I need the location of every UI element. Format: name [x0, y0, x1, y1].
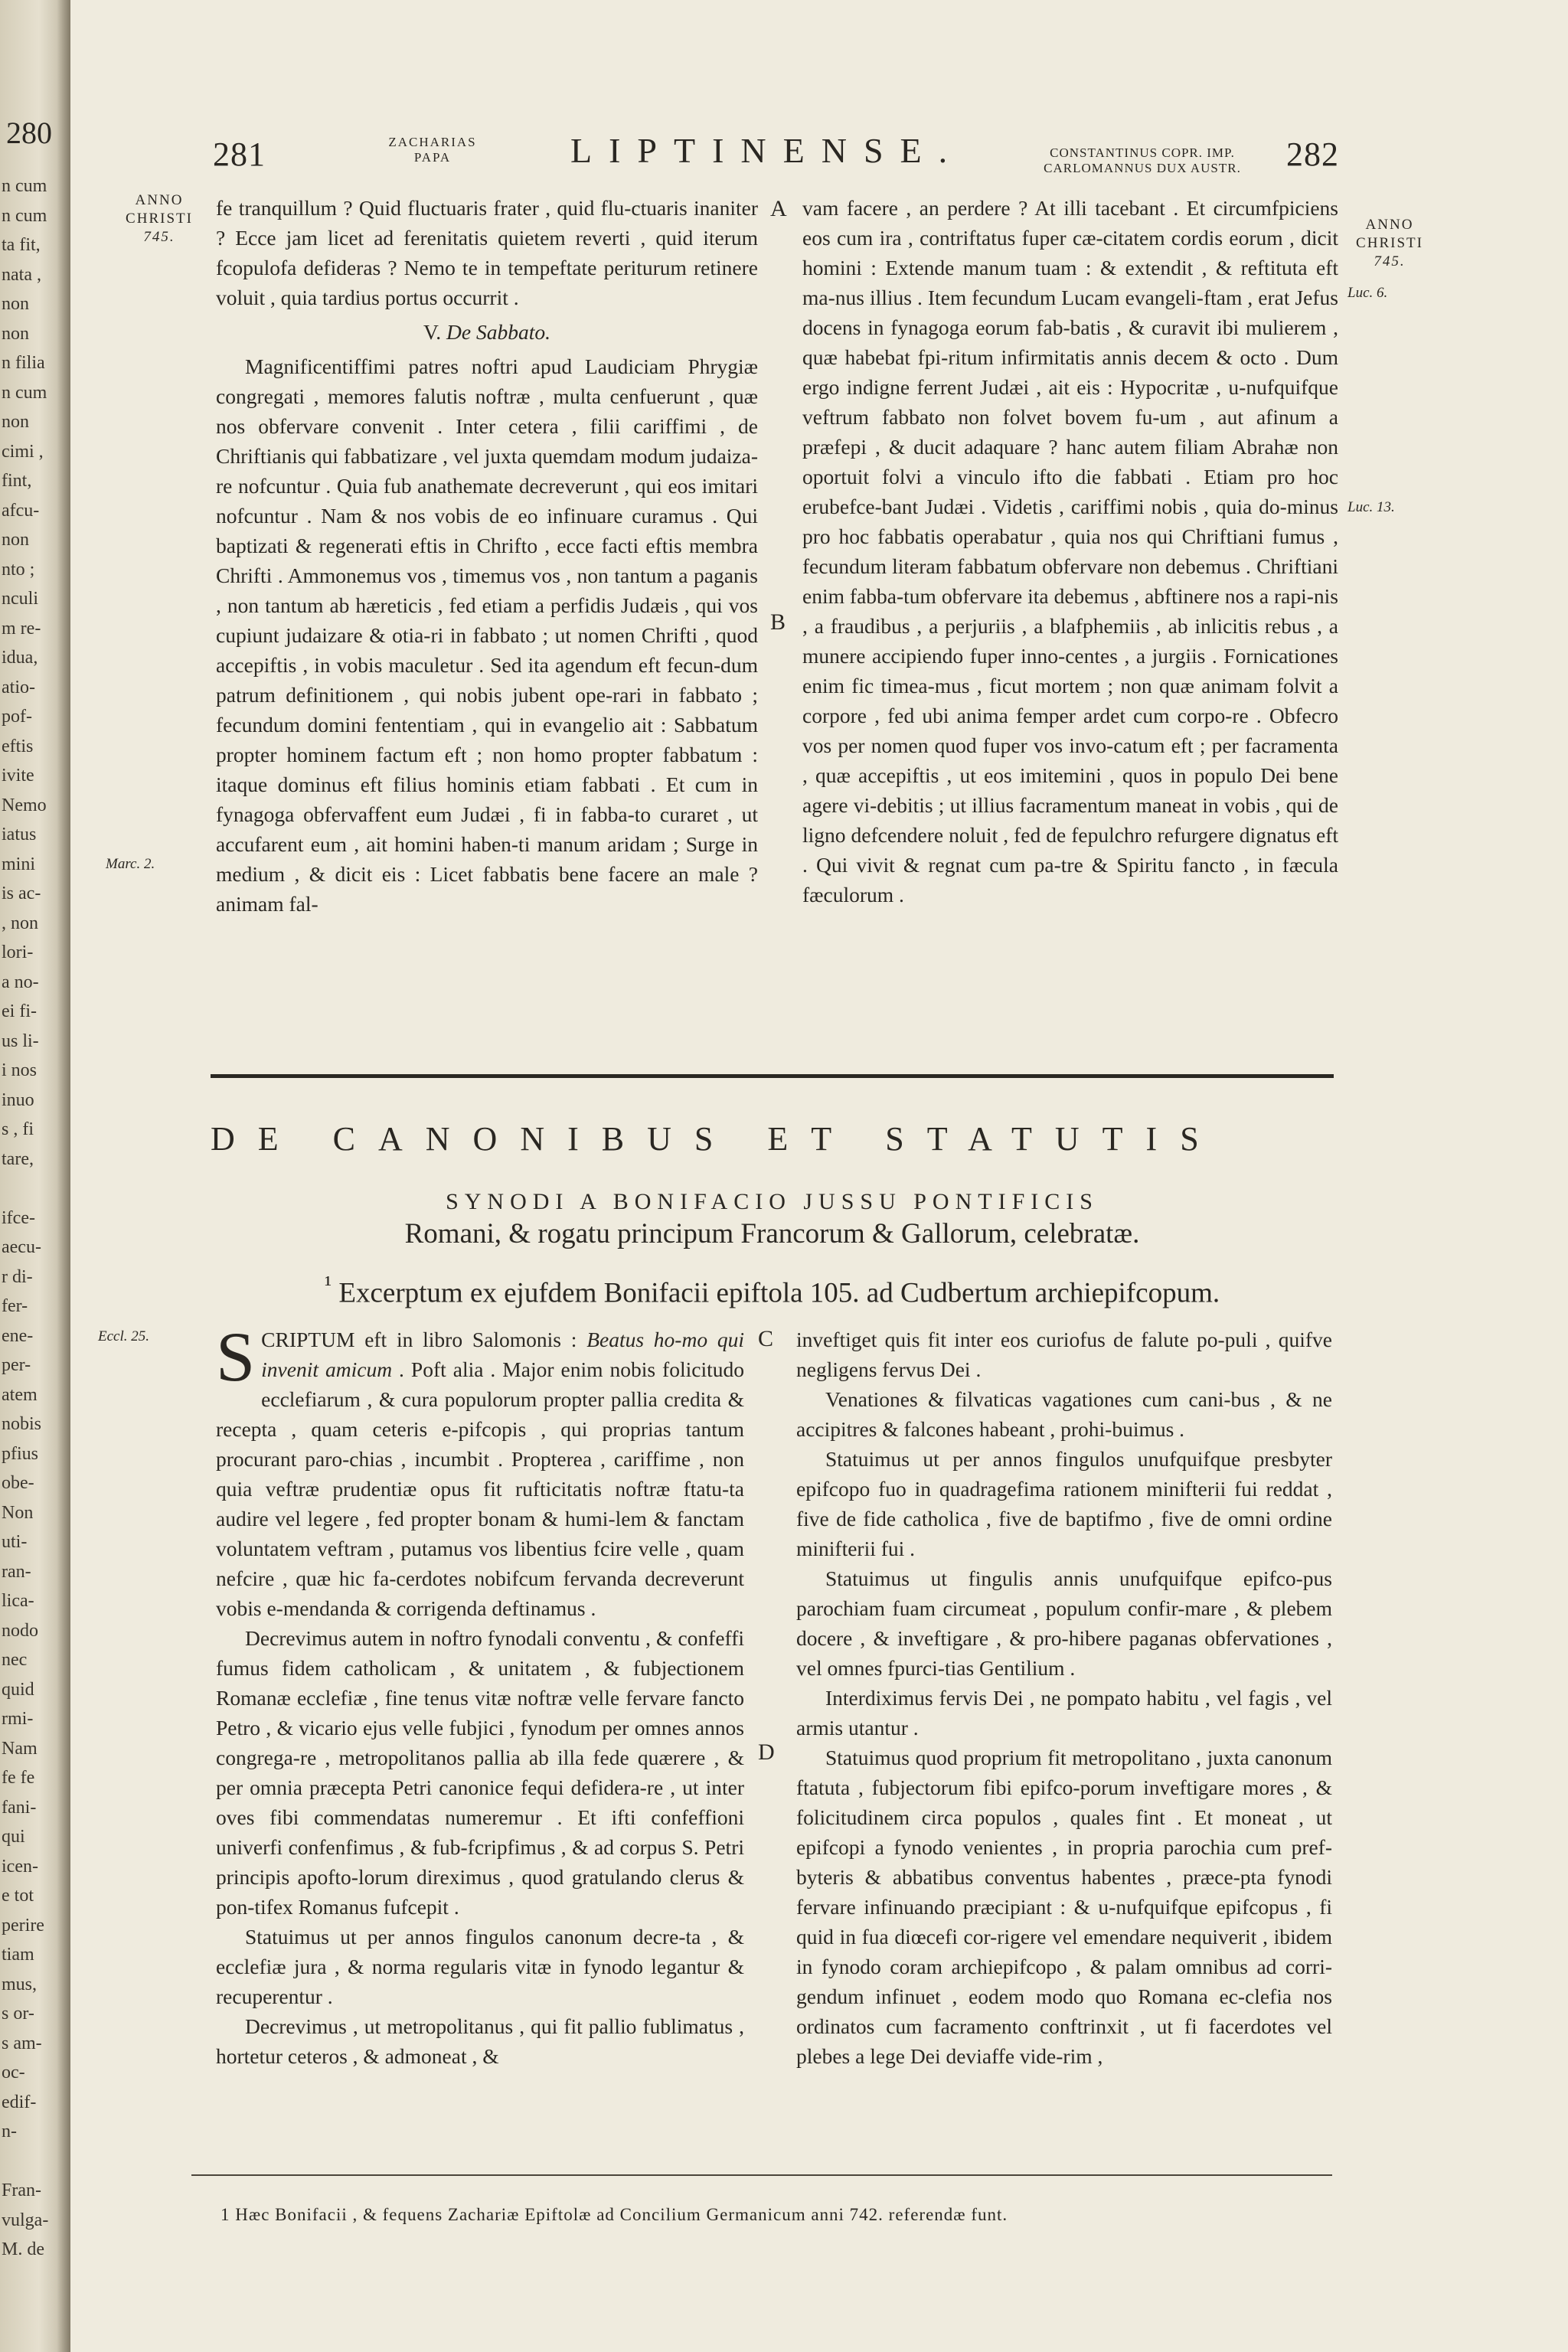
adjacent-page-line: non: [2, 412, 29, 432]
adjacent-page-line: non: [2, 530, 29, 550]
adjacent-page-line: obe-: [2, 1473, 34, 1493]
adjacent-page-line: idua,: [2, 648, 38, 668]
adjacent-page-line: icen-: [2, 1856, 38, 1877]
header-pope-name: ZACHARIAS PAPA: [388, 135, 477, 165]
adjacent-page-line: inuo: [2, 1089, 34, 1110]
adjacent-page-line: m re-: [2, 618, 41, 639]
paragraph: SCRIPTUM eft in libro Salomonis : Beatus ho-mo qui invenit amicum . Poft alia . Major enim nobis folicitudo ecclefiarum , & cura populorum propter pallia credita & recepta , quam ceteris e-pifcopis , qui proprias tantum procurant paro-chias , incumbit . Propterea , cariffime , non quia veftræ prudentiæ opus fit rufticitatis noftræ ftatu-ta audire vel legere , fed propter bonam & humi-lem & fanctam voluntatem veftram , putamus vos libentius fcire velle , quam nefcire , quæ hic fa-cerdotes nobifcum fervanda decreverunt vobis e-mendanda & corrigenda deftinamus .: [216, 1318, 744, 1620]
adjacent-page-line: tare,: [2, 1148, 34, 1169]
adjacent-page-line: qui: [2, 1827, 25, 1847]
adjacent-page-line: n-: [2, 2122, 17, 2141]
adjacent-page-line: fer-: [2, 1296, 28, 1316]
adjacent-page-line: ei fi-: [2, 1001, 37, 1021]
left-page-number: 281: [213, 136, 266, 173]
adjacent-page-line: n cum: [2, 382, 47, 403]
adjacent-page-line: edif-: [2, 2092, 37, 2112]
drop-cap: S: [216, 1318, 256, 1396]
adjacent-page-line: nobis: [2, 1414, 42, 1434]
bottom-left-column: [216, 1318, 744, 2071]
paragraph: Statuimus ut per annos fingulos unufquifque presbyter epifcopo fuo in quadragefima rationem minifterii fui reddat , five de fide catholica , five de baptifmo , five de omni ordine minifterii fui .: [796, 1447, 1332, 1560]
paragraph: Decrevimus autem in noftro fynodali conventu , & confeffi fumus fidem catholicam , & unitatem , & fubjectionem Romanæ ecclefiæ , fine tenus vitæ noftræ velle fervare fancto Petro , & vicario ejus velle fubjici , fynodum per omnes annos congrega-re , metropolitanos pallia ab illa fede quærere , & per omnia præcepta Petri canonice fequi defidera-re , ut inter oves fibi commendatas numeremur . Et ifti confeffioni univerfi confenfimus , & fub-fcripfimus , & ad corpus S. Petri principis apofto-lorum direximus , quod gratulando clerus & pon-tifex Romanus fufcepit .: [216, 1626, 744, 1919]
adjacent-page-line: a no-: [2, 972, 39, 992]
adjacent-page-line: afcu-: [2, 500, 40, 521]
section-letter-c: C: [758, 1326, 774, 1351]
adjacent-page-line: Nemo: [2, 795, 47, 815]
section-heading: V. De Sabbato.: [423, 320, 551, 344]
adjacent-page-line: is ac-: [2, 884, 41, 903]
section-subtitle-1: SYNODI A BONIFACIO JUSSU PONTIFICIS: [446, 1189, 1099, 1214]
margin-note-eccl25: Eccl. 25.: [98, 1328, 150, 1344]
adjacent-page-number: 280: [6, 116, 52, 150]
adjacent-page-gutter: [0, 0, 70, 2352]
running-title: LIPTINENSE.: [570, 131, 965, 170]
adjacent-page-line: n cum: [2, 176, 47, 196]
paragraph: Venationes & filvaticas vagationes cum cani-bus , & ne accipitres & falcones habeant , prohi-buimus .: [796, 1387, 1332, 1441]
paragraph: Statuimus quod proprium fit metropolitano , juxta canonum ftatuta , fubjectorum fibi epifco-porum inveftigare mores , & folicitudinem circa populos , quales fint . Et moneat , ut epifcopi a fynodo venientes , in propria parochia cum pref-byteris & abbatibus conventus habentes , præce-pta fynodi fervare infinuando præcipiant : & u-nufquifque epifcopus , fi quid in fua diœcefi cor-rigere vel emendare nequiverit , ibidem in fynodo coram archiepifcopo , & palam omnibus ad corri-gendum infinuet , eodem modo quo Romana ec-clefia nos ordinatos cum facramento conftrinxit , ut fi facerdotes vel plebes a lege Dei deviaffe vide-rim ,: [796, 1746, 1332, 2068]
adjacent-page-line: non: [2, 294, 29, 314]
adjacent-page-line: ta fit,: [2, 235, 41, 255]
section-rule: [211, 1074, 1334, 1078]
paragraph: inveftiget quis fit inter eos curiofus de falute po-puli , quifve negligens fervus Dei .: [796, 1328, 1332, 1381]
adjacent-page-line: s am-: [2, 2033, 42, 2053]
adjacent-page-line: oc-: [2, 2063, 25, 2082]
adjacent-page-line: atem: [2, 1384, 38, 1405]
margin-note-marc2: Marc. 2.: [106, 856, 155, 872]
bottom-right-column: [796, 1325, 1332, 2071]
margin-year-left: ANNO CHRISTI 745.: [126, 192, 193, 245]
adjacent-page-line: nto ;: [2, 559, 35, 580]
paragraph: Statuimus ut per annos fingulos canonum decre-ta , & ecclefiæ jura , & norma regularis vitæ in fynodo legantur & recuperentur .: [216, 1925, 744, 2008]
right-page-number: 282: [1286, 136, 1339, 173]
footnote-rule: [191, 2174, 1332, 2176]
adjacent-page-line: nata ,: [2, 264, 41, 285]
footnote: 1 Hæc Bonifacii , & fequens Zachariæ Epiftolæ ad Concilium Germanicum anni 742. referendæ funt.: [220, 2205, 1008, 2224]
top-right-column: [802, 193, 1338, 910]
adjacent-page-line: vulga-: [2, 2210, 49, 2230]
adjacent-page-line: aecu-: [2, 1237, 41, 1257]
adjacent-page-line: mus,: [2, 1974, 38, 1994]
adjacent-page-line: ran-: [2, 1561, 31, 1582]
section-title: DE CANONIBUS ET STATUTIS: [211, 1120, 1222, 1158]
adjacent-page-line: e tot: [2, 1886, 34, 1906]
paragraph: vam facere , an perdere ? At illi tacebant . Et circumfpiciens eos cum ira , contriftatus fuper cæ-citatem cordis eorum , dicit homini : Extende manum tuam : & extendit , & reftituta eft ma-nus illius . Item fecundum Lucam evangeli-ftam , erat Jefus docens in fynagoga eorum fab-batis , & curavit ibi mulierem , quæ habebat fpi-ritum infirmitatis annis decem & octo . Dum ergo indigne ferrent Judæi , ait eis : Hypocritæ , u-nufquifque veftrum fabbato non folvet bovem fu-um , aut afinum a præfepi , & ducit adaquare ? hanc autem filiam Abrahæ non oportuit folvi a vinculo ifto die fabbati . Etiam pro hoc erubefce-bant Judæi . Videtis , cariffimi nobis , quia do-minus pro hoc fabbatis operabatur , quia nos qui Chriftiani fumus , fecundum literam fabbatum obfervare non debemus . Chriftiani enim fabba-tum obfervare ita debemus , abftinere nos a rapi-nis , a fraudibus , a perjuriis , a blafphemiis , ab inlicitis rebus , a munere accipiendo fuper inno-centes , a jurgiis . Fornicationes enim fic timea-mus , ficut mortem ; non quæ animam folvit a corpore , fed ubi anima femper ardet cum corpo-re . Obfecro vos per nomen quod fuper vos invo-catum eft ; per facramenta , quæ accepiftis , ut eos imitemini , quos in populo Dei bene agere vi-debitis ; ut illius facramentum maneat in vobis , qui de ligno defcendere noluit , fed de fepulchro refurgere dignatus eft . Qui vivit & regnat cum pa-tre & Spiritu fancto , in fæcula fæculorum .: [802, 196, 1338, 906]
section-letter-b: B: [770, 609, 786, 635]
paragraph: fe tranquillum ? Quid fluctuaris frater , quid flu-ctuaris inaniter ? Ecce jam licet ad ferenitatis quietem reverti , quid iterum fcopulofa defideras ? Nemo te in tempeftate periturum retinere voluit , quia tardius portus occurrit .: [216, 196, 758, 309]
section-letter-d: D: [758, 1740, 775, 1765]
section-subtitle-2: Romani, & rogatu principum Francorum & Gallorum, celebratæ.: [404, 1218, 1140, 1250]
adjacent-page-line: n filia: [2, 353, 45, 373]
section-subtitle-3: $^{^1}$ Excerptum ex ejufdem Bonifacii epiftola 105. ad Cudbertum archiepifcopum.: [324, 1271, 1220, 1309]
paragraph: Decrevimus , ut metropolitanus , qui fit pallio fublimatus , hortetur ceteros , & admoneat , &: [216, 2014, 744, 2068]
header-rulers: CONSTANTINUS COPR. IMP. CARLOMANNUS DUX AUSTR.: [1044, 145, 1241, 175]
adjacent-page-line: lica-: [2, 1591, 34, 1611]
footnote-marker: ¹: [324, 1271, 332, 1297]
adjacent-page-line: Non: [2, 1502, 34, 1523]
adjacent-page-line: s or-: [2, 2004, 34, 2024]
adjacent-page-line: s , fi: [2, 1119, 34, 1139]
margin-note-luc6: Luc. 6.: [1348, 285, 1388, 301]
adjacent-page-line: fani-: [2, 1797, 37, 1818]
paragraph: Interdiximus fervis Dei , ne pompato habitu , vel fagis , vel armis utantur .: [796, 1686, 1332, 1740]
adjacent-page-line: rmi-: [2, 1709, 34, 1729]
section-letter-a: A: [770, 196, 787, 221]
adjacent-page-line: atio-: [2, 677, 35, 697]
adjacent-page-line: , non: [2, 913, 38, 933]
adjacent-page-line: i nos: [2, 1060, 38, 1080]
adjacent-page-line: ivite: [2, 766, 34, 786]
adjacent-page-line: pof-: [2, 707, 32, 727]
adjacent-page-line: lori-: [2, 942, 34, 962]
adjacent-page-line: non: [2, 323, 29, 344]
adjacent-page-line: cimi ,: [2, 441, 44, 462]
adjacent-page-line: nec: [2, 1650, 28, 1670]
paragraph: Statuimus ut fingulis annis unufquifque epifco-pus parochiam fuam circumeat , populum confir-mare , & plebem docere , & inveftigare , & pro-hibere paganas obfervationes , vel omnes fpurci-tias Gentilium .: [796, 1566, 1332, 1680]
adjacent-page-line: r di-: [2, 1266, 33, 1287]
adjacent-page-line: nodo: [2, 1620, 38, 1641]
adjacent-page-line: n cum: [2, 205, 47, 226]
adjacent-page-line: eftis: [2, 736, 34, 756]
margin-year-right: ANNO CHRISTI 745.: [1356, 217, 1423, 270]
adjacent-page-line: M. de: [2, 2239, 44, 2259]
top-left-column: [216, 193, 758, 919]
adjacent-page-line: ifce-: [2, 1207, 35, 1228]
adjacent-page-line: perire: [2, 1915, 44, 1936]
adjacent-page-line: pfius: [2, 1443, 38, 1464]
adjacent-page-line: quid: [2, 1679, 34, 1700]
adjacent-page-line: per-: [2, 1355, 31, 1375]
margin-note-luc13: Luc. 13.: [1348, 499, 1395, 515]
adjacent-page-line: nculi: [2, 589, 38, 609]
adjacent-page-line: Nam: [2, 1738, 38, 1759]
adjacent-page-line: uti-: [2, 1532, 28, 1552]
adjacent-page-line: fint,: [2, 471, 32, 491]
paragraph: Magnificentiffimi patres noftri apud Laudiciam Phrygiæ congregati , memores falutis noftræ , multa cenfuerunt , quæ nos obfervare convenit . Inter cetera , filii cariffimi , de Chriftianis qui fabbatizare , vel juxta quemdam modum judaiza-re nofcuntur . Quia fub anathemate decreverunt , qui eos imitari nofcuntur . Nam & nos vobis de eo infinuare curamus . Qui baptizati & regenerati eftis in Chrifto , ecce facti eftis membra Chrifti . Ammonemus vos , timemus vos , non tantum a paganis , non tantum ab hæreticis , fed etiam a perfidis Judæis , qui vos cupiunt judaizare & otia-ri in fabbato ; ut nomen Chrifti , quod accepiftis , in vobis maculetur . Sed ita agendum eft fecun-dum patrum definitionem , qui nobis jubent ope-rari in fabbato ; fecundum domini fententiam , qui in evangelio ait : Sabbatum propter hominem factum eft ; non homo propter fabbatum : itaque dominus eft filius hominis etiam fabbati . Et cum in fynagoga obfervaffent eum Judæi , fi in fabba-to curaret , ut accufarent eum , ait homini haben-ti manum aridam ; Surge in medium , & dicit eis : Licet fabbatis bene facere an male ? animam fal-: [216, 354, 758, 916]
adjacent-page-line: Fran-: [2, 2180, 41, 2200]
adjacent-page-line: ene-: [2, 1325, 34, 1346]
adjacent-page-line: tiam: [2, 1945, 34, 1965]
binding-shadow: [57, 0, 70, 2352]
adjacent-page-line: iatus: [2, 825, 37, 844]
adjacent-page-line: fe fe: [2, 1768, 35, 1788]
adjacent-page-line: mini: [2, 854, 36, 874]
adjacent-page-line: us li-: [2, 1031, 39, 1051]
